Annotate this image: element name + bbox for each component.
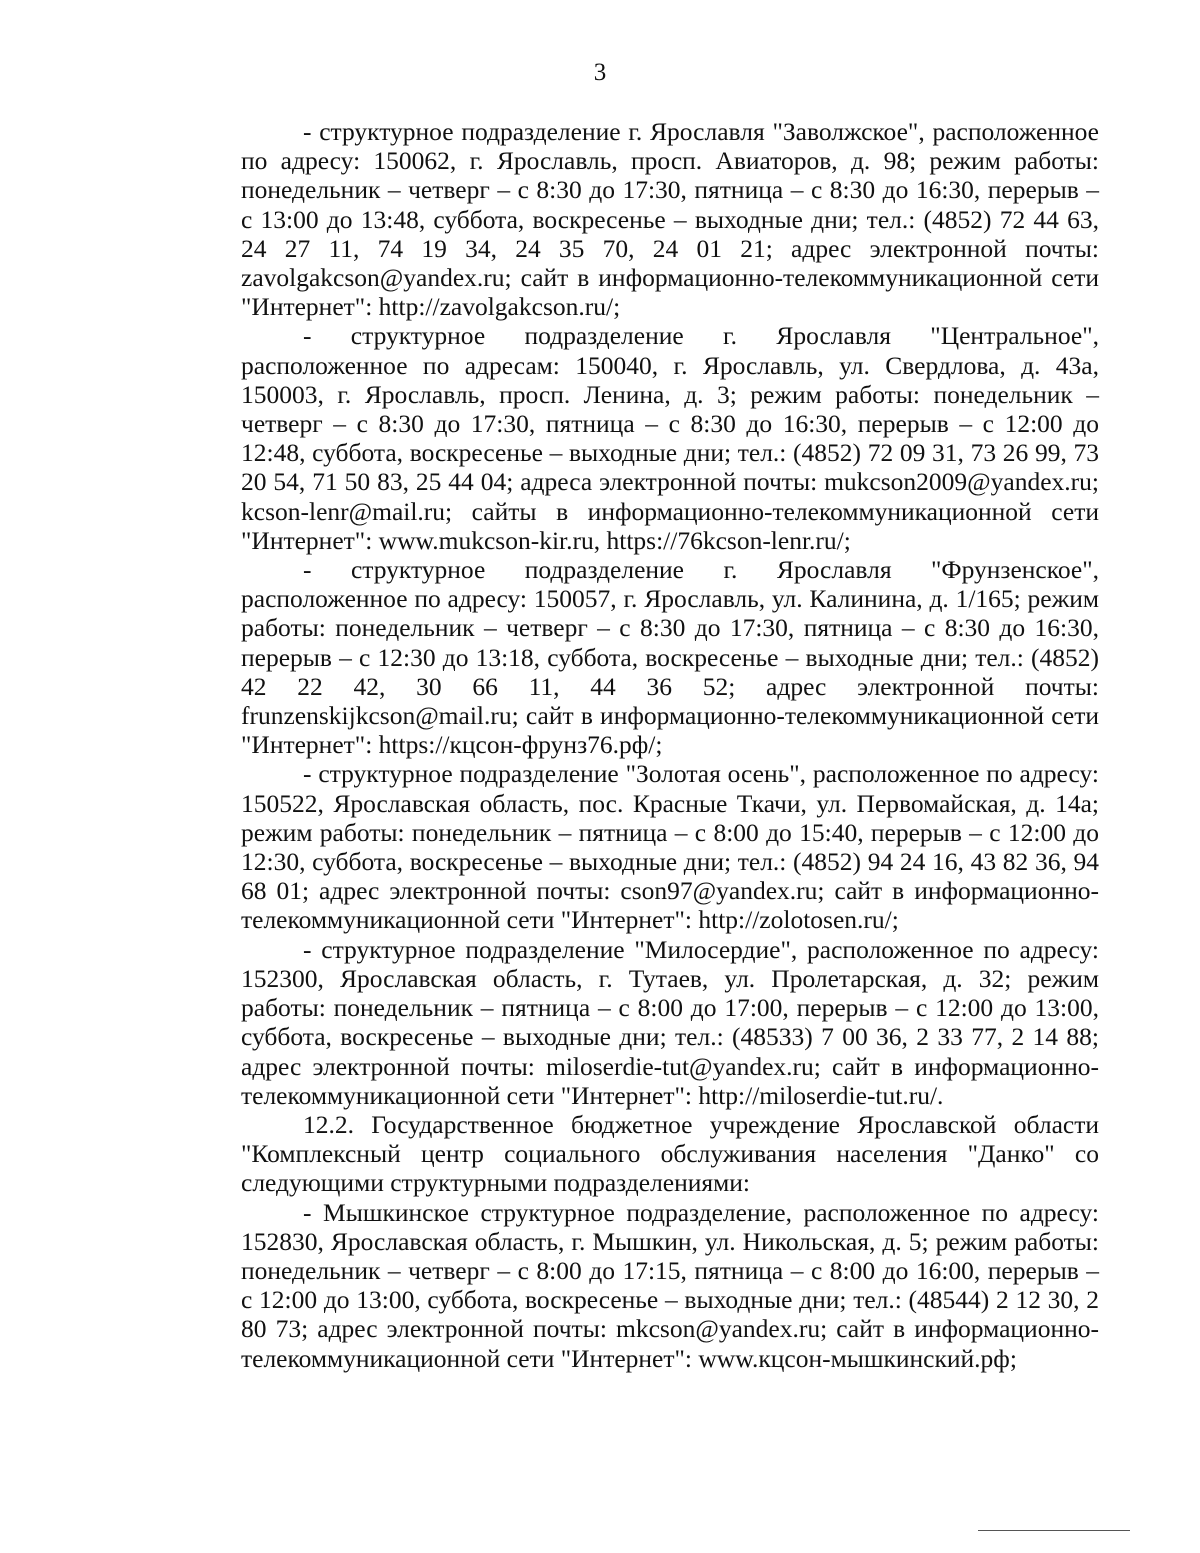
- paragraph-centralnoe: - структурное подразделение г. Ярославля "Центральное", расположенное по адресам: 150040, г. Ярославль, ул. Свердлова, д. 43а, 150003, г. Ярославль, просп. Ленина, д. 3; режим работы: понедельник – четверг – с 8:30 до 17:30, пятница – с 8:30 до 16:30, перерыв – с 12:00 до 12:48, суббота, воскресенье – выходные дни; тел.: (4852) 72 09 31, 73 26 99, 73 20 54, 71 50 83, 25 44 04; адреса электронной почты: mukcson2009@yandex.ru; kcson-lenr@mail.ru; сайты в информационно-телекоммуникационной сети "Интернет": www.mukcson-kir.ru, https://76kcson-lenr.ru/;: [241, 321, 1099, 555]
- footer-rule: [978, 1530, 1130, 1531]
- paragraph-miloserdie: - структурное подразделение "Милосердие", расположенное по адресу: 152300, Ярославская область, г. Тутаев, ул. Пролетарская, д. 32; режим работы: понедельник – пятница – с 8:00 до 17:00, перерыв – с 12:00 до 13:00, суббота, воскресенье – выходные дни; тел.: (48533) 7 00 36, 2 33 77, 2 14 88; адрес электронной почты: miloserdie-tut@yandex.ru; сайт в информационно-телекоммуникационной сети "Интернет": http://miloserdie-tut.ru/.: [241, 934, 1099, 1110]
- paragraph-zavolzhskoe: - структурное подразделение г. Ярославля "Заволжское", расположенное по адресу: 150062, г. Ярославль, просп. Авиаторов, д. 98; режим работы: понедельник – четверг – с 8:30 до 17:30, пятница – с 8:30 до 16:30, перерыв – с 13:00 до 13:48, суббота, воскресенье – выходные дни; тел.: (4852) 72 44 63, 24 27 11, 74 19 34, 24 35 70, 24 01 21; адрес электронной почты: zavolgakcson@yandex.ru; сайт в информационно-телекоммуникационной сети "Интернет": http://zavolgakcson.ru/;: [241, 117, 1099, 322]
- paragraph-frunzenskoe: - структурное подразделение г. Ярославля "Фрунзенское", расположенное по адресу: 150057, г. Ярославль, ул. Калинина, д. 1/165; режим работы: понедельник – четверг – с 8:30 до 17:30, пятница – с 8:30 до 16:30, перерыв – с 12:30 до 13:18, суббота, воскресенье – выходные дни; тел.: (4852) 42 22 42, 30 66 11, 44 36 52; адрес электронной почты: frunzenskijkcson@mail.ru; сайт в информационно-телекоммуникационной сети "Интернет": https://кцсон-фрунз76.рф/;: [241, 555, 1099, 760]
- page-number: 3: [593, 59, 607, 86]
- paragraph-myshkinskoe: - Мышкинское структурное подразделение, расположенное по адресу: 152830, Ярославская область, г. Мышкин, ул. Никольская, д. 5; режим работы: понедельник – четверг – с 8:00 до 17:15, пятница – с 8:00 до 16:00, перерыв – с 12:00 до 13:00, суббота, воскресенье – выходные дни; тел.: (48544) 2 12 30, 2 80 73; адрес электронной почты: mkcson@yandex.ru; сайт в информационно-телекоммуникационной сети "Интернет": www.кцсон-мышкинский.рф;: [241, 1197, 1099, 1373]
- paragraph-zolotaya-osen: - структурное подразделение "Золотая осень", расположенное по адресу: 150522, Ярославская область, пос. Красные Ткачи, ул. Первомайская, д. 14а; режим работы: понедельник – пятница – с 8:00 до 15:40, перерыв – с 12:00 до 12:30, суббота, воскресенье – выходные дни; тел.: (4852) 94 24 16, 43 82 36, 94 68 01; адрес электронной почты: cson97@yandex.ru; сайт в информационно-телекоммуникационной сети "Интернет": http://zolotosen.ru/;: [241, 759, 1099, 935]
- paragraph-section-12-2: 12.2. Государственное бюджетное учреждение Ярославской области "Комплексный центр социального обслуживания населения "Данко" со следующими структурными подразделениями:: [241, 1109, 1099, 1198]
- document-body: [241, 117, 1099, 1373]
